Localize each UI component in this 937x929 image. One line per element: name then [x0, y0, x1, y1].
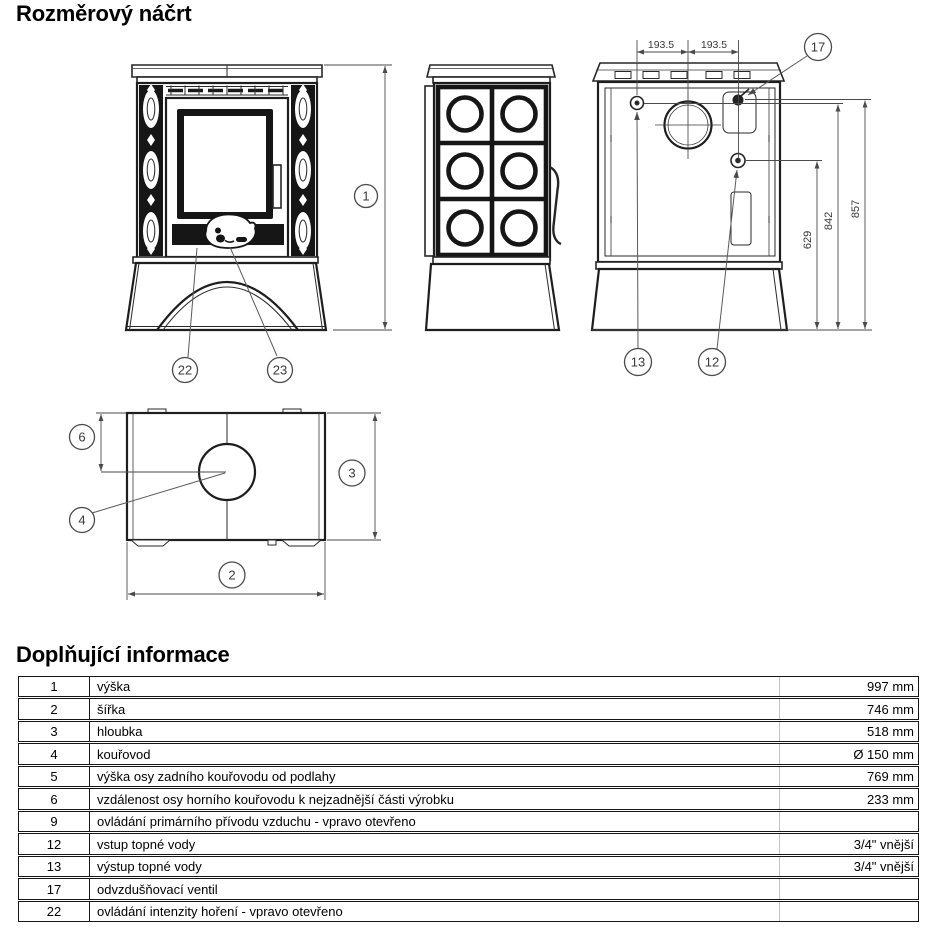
front-window-glass	[184, 116, 266, 212]
table-row	[18, 676, 919, 697]
page-title: Rozměrový náčrt	[16, 1, 192, 26]
rear-inlet-fitting	[731, 154, 745, 168]
row-description: šířka	[97, 701, 126, 717]
front-emblem	[205, 214, 255, 248]
row-value: 997 mm	[779, 677, 918, 696]
side-tiles	[438, 87, 546, 255]
row-description: hloubka	[97, 724, 143, 740]
table-row	[18, 811, 919, 832]
additional-info-title: Doplňující informace	[16, 642, 230, 667]
row-value: 746 mm	[779, 699, 918, 718]
table-row	[18, 856, 919, 877]
callout-22-label: 22	[177, 362, 193, 378]
side-front-edge	[425, 86, 434, 256]
row-number: 17	[19, 879, 90, 898]
dim-label-857: 857	[850, 199, 862, 219]
side-view	[425, 65, 561, 330]
rear-view	[592, 34, 872, 376]
row-value: Ø 150 mm	[779, 744, 918, 763]
dim-label-1935-left: 193.5	[647, 39, 675, 51]
table-row	[18, 878, 919, 899]
row-number: 22	[19, 902, 90, 921]
row-value: 769 mm	[779, 767, 918, 786]
front-door-handle	[273, 165, 281, 208]
dim-label-1935-right: 193.5	[700, 39, 728, 51]
row-value	[779, 879, 918, 898]
row-description: výstup topné vody	[97, 859, 202, 875]
side-handle	[550, 167, 561, 244]
row-value: 3/4" vnější	[779, 857, 918, 876]
front-height-dimension	[324, 65, 392, 330]
top-right-dimension	[327, 413, 381, 540]
row-value: 518 mm	[779, 722, 918, 741]
callout-17-label: 17	[810, 39, 826, 55]
rear-vent-valve	[723, 89, 756, 133]
table-row	[18, 788, 919, 809]
top-bottom-dimension	[127, 542, 325, 600]
row-number: 5	[19, 767, 90, 786]
table-row	[18, 743, 919, 764]
row-value: 3/4" vnější	[779, 834, 918, 853]
additional-info-table	[18, 676, 919, 923]
side-base	[426, 264, 559, 330]
dim-label-842: 842	[823, 211, 835, 231]
row-number: 4	[19, 744, 90, 763]
dim-label-629: 629	[802, 230, 814, 250]
front-base	[126, 263, 326, 330]
callout-3-label: 3	[348, 465, 356, 481]
row-description: vstup topné vody	[97, 836, 196, 852]
row-description: odvzdušňovací ventil	[97, 881, 218, 897]
row-number: 2	[19, 699, 90, 718]
callout-23-label: 23	[272, 362, 288, 378]
row-number: 1	[19, 677, 90, 696]
row-value: 233 mm	[779, 789, 918, 808]
table-row	[18, 833, 919, 854]
row-value	[779, 902, 918, 921]
top-view	[70, 409, 382, 600]
table-row	[18, 766, 919, 787]
callout-1-label: 1	[362, 188, 370, 204]
side-cornice	[427, 65, 555, 77]
rear-base	[592, 269, 787, 330]
table-row	[18, 721, 919, 742]
row-description: vzdálenost osy horního kouřovodu k nejzadnější části výrobku	[97, 791, 454, 807]
front-view	[126, 65, 392, 383]
row-number: 12	[19, 834, 90, 853]
rear-outlet-fitting	[631, 97, 644, 110]
row-description: ovládání primárního přívodu vzduchu - vpravo otevřeno	[97, 814, 416, 830]
row-description: ovládání intenzity hoření - vpravo otevřeno	[97, 904, 343, 920]
callout-13-label: 13	[630, 354, 646, 370]
row-number: 6	[19, 789, 90, 808]
row-number: 3	[19, 722, 90, 741]
row-value	[779, 812, 918, 831]
row-description: výška	[97, 679, 131, 695]
table-row	[18, 901, 919, 922]
row-description: výška osy zadního kouřovodu od podlahy	[97, 769, 336, 785]
row-number: 13	[19, 857, 90, 876]
table-row	[18, 698, 919, 719]
row-description: kouřovod	[97, 746, 151, 762]
callout-12-label: 12	[704, 354, 720, 370]
row-number: 9	[19, 812, 90, 831]
callout-6-label: 6	[78, 429, 86, 445]
callout-4-label: 4	[78, 512, 86, 528]
callout-2-label: 2	[228, 567, 236, 583]
